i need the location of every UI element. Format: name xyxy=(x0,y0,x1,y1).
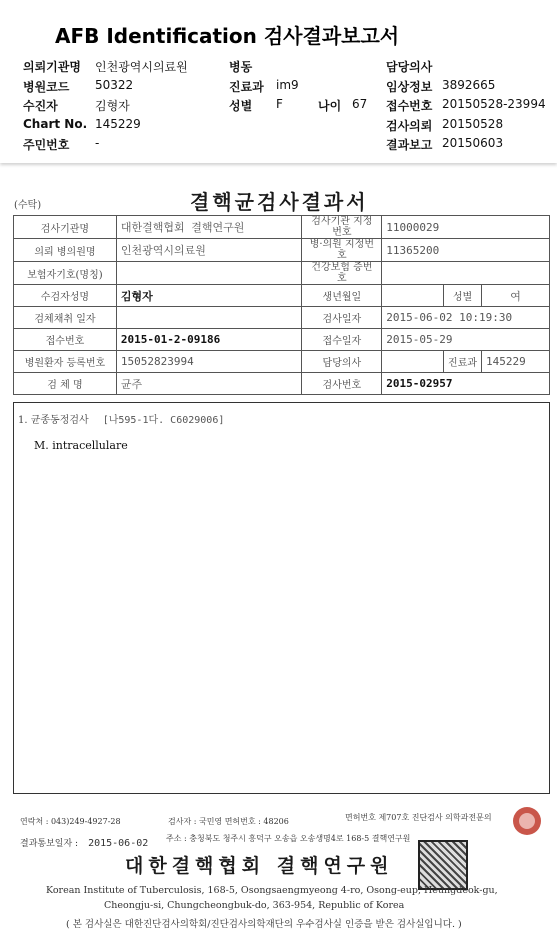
footer-notify xyxy=(20,836,148,849)
label-birthdate: 생년월일 xyxy=(302,285,382,307)
label-department: 진료과 xyxy=(229,80,264,94)
table-row xyxy=(14,216,550,239)
table-row xyxy=(14,351,550,373)
value-chart-no: 145229 xyxy=(95,117,141,131)
label-resident-no: 주민번호 xyxy=(23,138,70,152)
value-test-date: 2015-06-02 10:19:30 xyxy=(382,307,550,329)
label-insurer: 보험자기호(명칭) xyxy=(14,262,117,285)
header-row xyxy=(0,78,557,96)
value-insurer xyxy=(116,262,302,285)
footer-license: 면허번호 제707호 진단검사 의학과전문의 xyxy=(345,813,492,822)
label-test-date: 검사일자 xyxy=(302,307,382,329)
label-test-no: 검사번호 xyxy=(302,373,382,395)
footer-notify-date: 2015-06-02 xyxy=(88,838,149,849)
red-seal-icon xyxy=(513,807,541,835)
label-doctor: 담당의사 xyxy=(386,60,433,74)
label-accession-no: 접수번호 xyxy=(14,329,117,351)
value-examinee: 김형자 xyxy=(116,285,302,307)
value-resident-no: - xyxy=(95,136,100,150)
result-test-line xyxy=(18,411,224,426)
value-sex: F xyxy=(276,97,283,111)
value-insurance-no xyxy=(382,262,550,285)
table-row xyxy=(14,285,550,307)
footer-address-en-2: Cheongju-si, Chungcheongbuk-do, 363-954, Republic of Korea xyxy=(104,900,405,911)
label-specimen: 검 체 명 xyxy=(14,373,117,395)
header-row xyxy=(0,97,557,115)
report-header xyxy=(0,0,557,163)
label-request-date: 검사의뢰 xyxy=(386,119,433,133)
value-age: 67 xyxy=(352,97,368,111)
label-clinical-info: 임상정보 xyxy=(386,80,433,94)
footer-notify-label: 결과통보일자 : xyxy=(20,839,79,849)
label-lab-name: 검사기관명 xyxy=(14,216,117,239)
value-requesting-institution: 인천광역시의료원 xyxy=(95,60,188,74)
value-gender: 여 xyxy=(482,285,550,307)
result-test-name: 1. 균종동정검사 xyxy=(18,415,89,426)
label-clinic-name: 의뢰 병의원명 xyxy=(14,239,117,262)
header-row xyxy=(0,117,557,135)
value-dept: 145229 xyxy=(482,351,550,373)
value-birthdate xyxy=(382,285,444,307)
footer-org-name: 대한결핵협회 결핵연구원 xyxy=(125,855,394,877)
value-clinic-id: 11365200 xyxy=(382,239,550,262)
label-chart-no: Chart No. xyxy=(23,117,88,131)
table-row xyxy=(14,329,550,351)
label-sex: 성별 xyxy=(229,99,253,113)
value-patient: 김형자 xyxy=(95,99,130,113)
label-accession-date: 접수일자 xyxy=(302,329,382,351)
footer-address-kr: 주소 : 충청북도 청주시 흥덕구 오송읍 오송생명4로 168-5 결핵연구원 xyxy=(166,834,411,843)
value-lab-name: 대한결핵협회 결핵연구원 xyxy=(116,216,302,239)
report-title: 결핵균검사결과서 xyxy=(190,190,369,214)
header-row xyxy=(0,58,557,76)
page-title: AFB Identification 검사결과보고서 xyxy=(55,24,400,48)
value-collection-date xyxy=(116,307,302,329)
footer-phone: 연락처 : 043)249-4927-28 xyxy=(20,817,121,826)
consignment-tag: (수탁) xyxy=(14,200,42,211)
report-info-table xyxy=(13,215,550,395)
label-ward: 병동 xyxy=(229,60,253,74)
result-test-code: [나595-1다. C6029006] xyxy=(102,415,225,426)
value-department: im9 xyxy=(276,78,299,92)
value-report-date: 20150603 xyxy=(442,136,504,150)
value-hospital-patient-no: 15052823994 xyxy=(116,351,302,373)
result-box xyxy=(13,402,550,794)
institution-stamp-icon xyxy=(418,840,468,890)
label-requesting-institution: 의뢰기관명 xyxy=(23,60,81,74)
table-row xyxy=(14,307,550,329)
value-test-no: 2015-02957 xyxy=(382,373,550,395)
label-receipt-no: 접수번호 xyxy=(386,99,433,113)
value-attending-doctor xyxy=(382,351,444,373)
value-specimen: 균주 xyxy=(116,373,302,395)
header-row xyxy=(0,136,557,154)
footer-cert-note: ( 본 검사실은 대한진단검사의학회/진단검사의학재단의 우수검사실 인증을 받은 검사실입니다. ) xyxy=(66,919,462,930)
footer-address-en-1: Korean Institute of Tuberculosis, 168-5, Osongsaengmyeong 4-ro, Osong-eup, Heungdeok-gu, xyxy=(46,885,498,896)
label-attending-doctor: 담당의사 xyxy=(302,351,382,373)
value-clinic-name: 인천광역시의료원 xyxy=(116,239,302,262)
table-row xyxy=(14,262,550,285)
value-accession-date: 2015-05-29 xyxy=(382,329,550,351)
value-clinical-info: 3892665 xyxy=(442,78,496,92)
value-receipt-no: 20150528-23994 xyxy=(442,97,546,111)
label-clinic-id: 병·의원 지정번호 xyxy=(302,239,382,262)
label-collection-date: 검체채취 일자 xyxy=(14,307,117,329)
label-gender: 성별 xyxy=(444,285,482,307)
result-organism: M. intracellulare xyxy=(34,439,128,452)
table-row xyxy=(14,373,550,395)
label-lab-id: 검사기관 지정번호 xyxy=(302,216,382,239)
label-report-date: 결과보고 xyxy=(386,138,433,152)
label-age: 나이 xyxy=(318,99,342,113)
label-dept: 진료과 xyxy=(444,351,482,373)
label-examinee: 수검자성명 xyxy=(14,285,117,307)
label-hospital-patient-no: 병원환자 등록번호 xyxy=(14,351,117,373)
value-request-date: 20150528 xyxy=(442,117,504,131)
label-patient: 수진자 xyxy=(23,99,58,113)
label-hospital-code: 병원코드 xyxy=(23,80,70,94)
table-row xyxy=(14,239,550,262)
value-lab-id: 11000029 xyxy=(382,216,550,239)
value-hospital-code: 50322 xyxy=(95,78,134,92)
value-accession-no: 2015-01-2-09186 xyxy=(116,329,302,351)
footer-inspector: 검사자 : 국민영 면허번호 : 48206 xyxy=(168,817,289,826)
label-insurance-no: 건강보험 증번호 xyxy=(302,262,382,285)
